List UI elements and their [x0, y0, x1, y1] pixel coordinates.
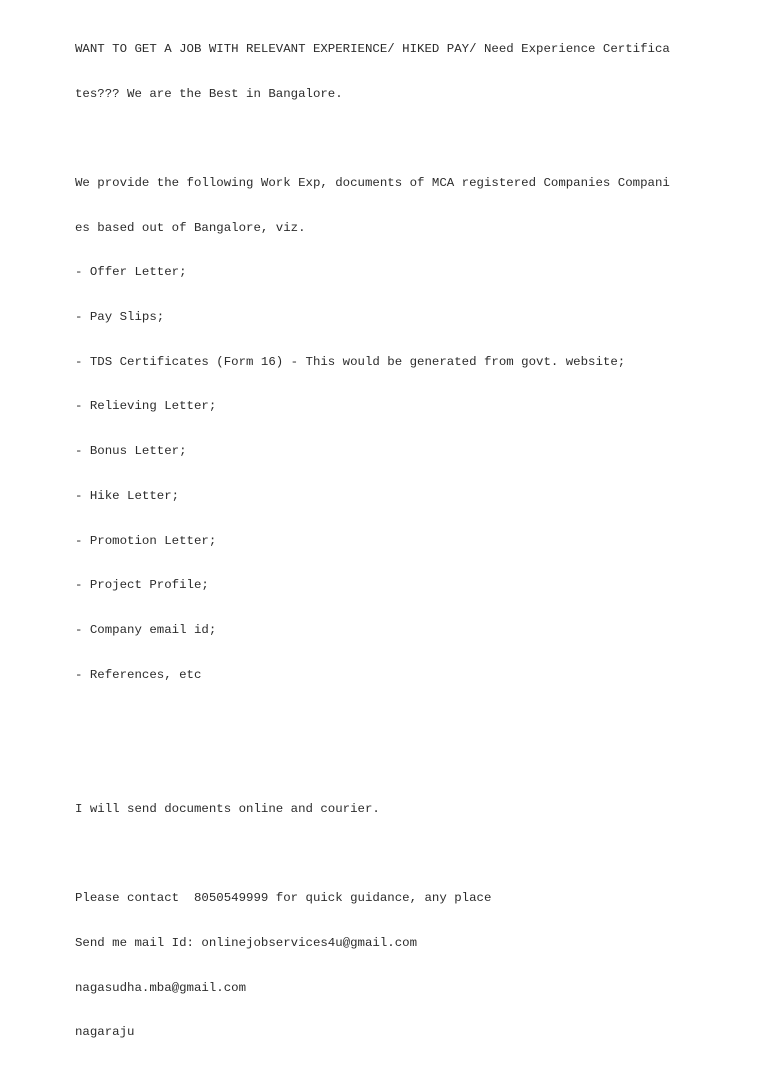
intro-line-2: tes??? We are the Best in Bangalore.	[75, 86, 343, 101]
list-item-relieving-letter: - Relieving Letter;	[75, 399, 217, 414]
list-item-hike-letter: - Hike Letter;	[75, 488, 180, 503]
provide-line-1: We provide the following Work Exp, documents of MCA registered Companies Compani	[75, 175, 670, 190]
list-item-offer-letter: - Offer Letter;	[75, 265, 187, 280]
provide-line-2: es based out of Bangalore, viz.	[75, 220, 306, 235]
list-item-promotion-letter: - Promotion Letter;	[75, 533, 217, 548]
blank-line	[75, 757, 695, 772]
list-item-tds-certificates: - TDS Certificates (Form 16) - This would be generated from govt. website;	[75, 354, 626, 369]
blank-line	[75, 131, 695, 146]
document-text	[75, 12, 695, 1070]
list-item-company-email: - Company email id;	[75, 622, 217, 637]
blank-line	[75, 846, 695, 861]
contact-name: nagaraju	[75, 1025, 135, 1040]
blank-line	[75, 712, 695, 727]
list-item-project-profile: - Project Profile;	[75, 578, 209, 593]
delivery-line: I will send documents online and courier.	[75, 801, 380, 816]
contact-mail-line: Send me mail Id: onlinejobservices4u@gmail.com	[75, 935, 418, 950]
contact-alt-email: nagasudha.mba@gmail.com	[75, 980, 247, 995]
contact-phone-line: Please contact 8050549999 for quick guidance, any place	[75, 891, 492, 906]
intro-line-1: WANT TO GET A JOB WITH RELEVANT EXPERIENCE/ HIKED PAY/ Need Experience Certifica	[75, 41, 670, 56]
list-item-references: - References, etc	[75, 667, 202, 682]
list-item-pay-slips: - Pay Slips;	[75, 310, 165, 325]
list-item-bonus-letter: - Bonus Letter;	[75, 444, 187, 459]
